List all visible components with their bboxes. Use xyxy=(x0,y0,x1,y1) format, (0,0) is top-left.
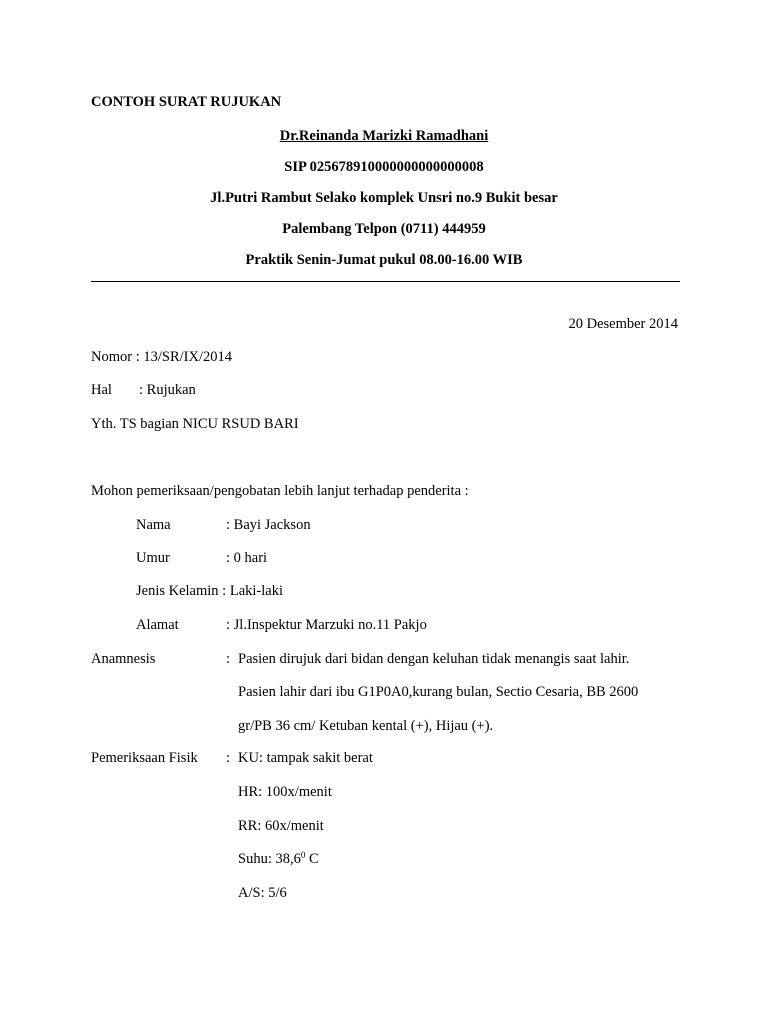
patient-address-label: Alamat xyxy=(136,617,179,633)
exam-temperature xyxy=(238,850,319,868)
temperature-value: Suhu: 38,6 xyxy=(238,851,301,867)
patient-age-value: : 0 hari xyxy=(226,550,268,566)
address-line-1: Jl.Putri Rambut Selako komplek Unsri no.9 Bukit besar xyxy=(210,190,558,206)
doctor-sip: SIP 025678910000000000000008 xyxy=(284,159,484,175)
patient-age-label: Umur xyxy=(136,550,170,566)
letter-number: Nomor : 13/SR/IX/2014 xyxy=(91,349,232,365)
physical-exam-label: Pemeriksaan Fisik xyxy=(91,750,198,766)
address-line-2: Palembang Telpon (0711) 444959 xyxy=(282,221,486,237)
doctor-name xyxy=(0,127,768,145)
anamnesis-label: Anamnesis xyxy=(91,651,156,667)
letter-date: 20 Desember 2014 xyxy=(568,316,678,332)
anamnesis-colon: : xyxy=(226,651,231,667)
temperature-unit: C xyxy=(305,851,319,867)
patient-name-value: : Bayi Jackson xyxy=(226,517,311,533)
letter-heading: CONTOH SURAT RUJUKAN xyxy=(91,94,282,110)
anamnesis-line-2: Pasien lahir dari ibu G1P0A0,kurang bulan, Sectio Cesaria, BB 2600 xyxy=(238,684,639,700)
patient-gender: Jenis Kelamin : Laki-laki xyxy=(136,583,283,599)
subject-label: Hal xyxy=(91,382,112,398)
exam-heart-rate: HR: 100x/menit xyxy=(238,784,332,800)
subject-value: : Rujukan xyxy=(139,382,196,398)
practice-hours: Praktik Senin-Jumat pukul 08.00-16.00 WIB xyxy=(245,252,523,268)
exam-apgar-score: A/S: 5/6 xyxy=(238,885,287,901)
anamnesis-line-1: Pasien dirujuk dari bidan dengan keluhan tidak menangis saat lahir. xyxy=(238,651,630,667)
letterhead-divider xyxy=(91,281,680,282)
degree-superscript: 0 xyxy=(300,850,306,860)
recipient: Yth. TS bagian NICU RSUD BARI xyxy=(91,416,299,432)
doctor-name-text: Dr.Reinanda Marizki Ramadhani xyxy=(279,128,489,144)
patient-address-value: : Jl.Inspektur Marzuki no.11 Pakjo xyxy=(226,617,427,633)
anamnesis-line-3: gr/PB 36 cm/ Ketuban kental (+), Hijau (+). xyxy=(238,718,494,734)
patient-name-label: Nama xyxy=(136,517,171,533)
exam-general-condition: KU: tampak sakit berat xyxy=(238,750,373,766)
exam-respiratory-rate: RR: 60x/menit xyxy=(238,818,324,834)
intro-text: Mohon pemeriksaan/pengobatan lebih lanjut terhadap penderita : xyxy=(91,483,469,499)
physical-exam-colon: : xyxy=(226,750,231,766)
